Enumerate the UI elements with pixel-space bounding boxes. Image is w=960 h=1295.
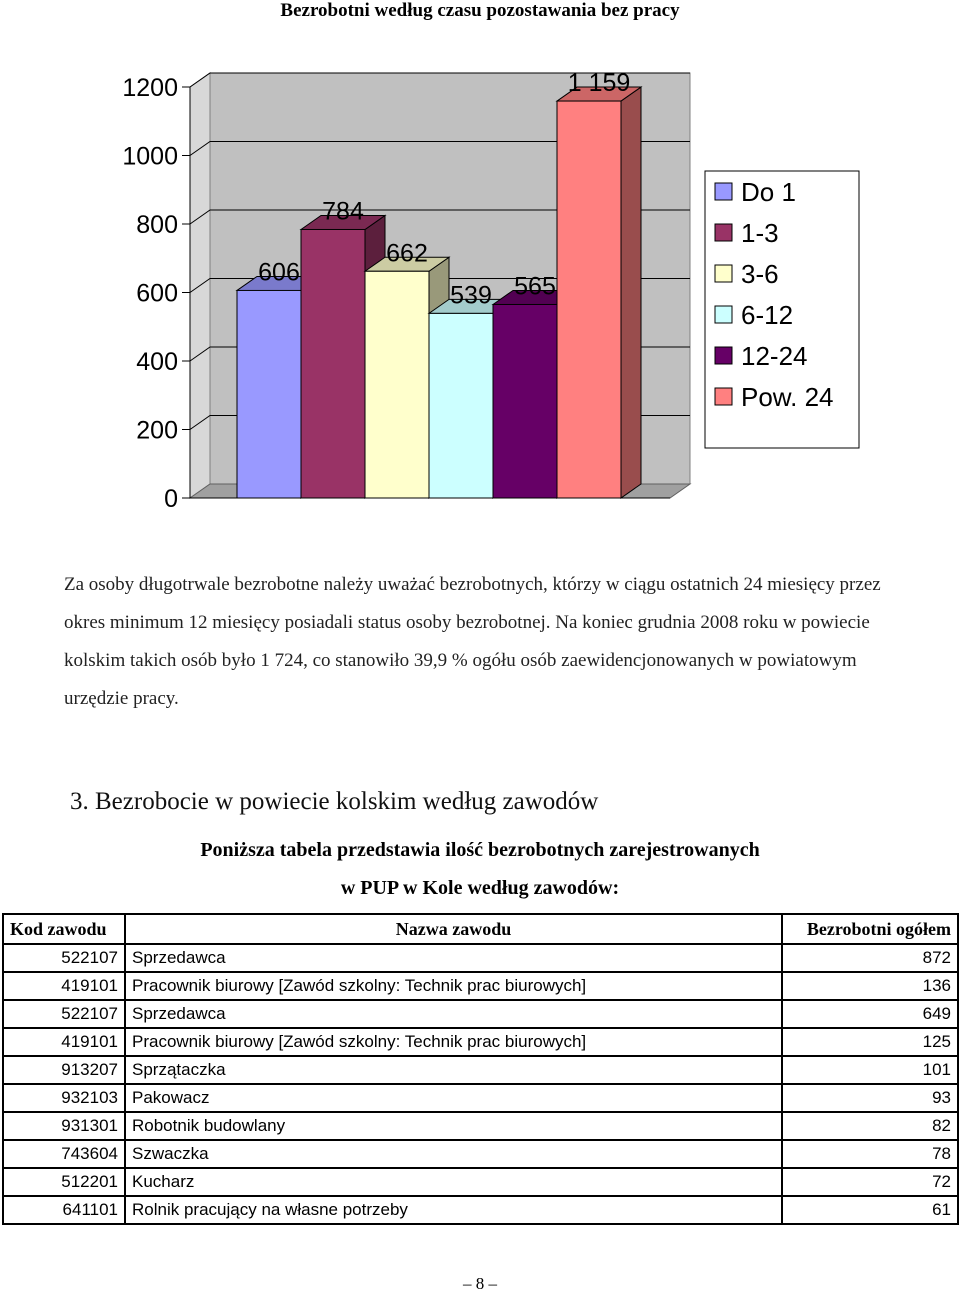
table-row xyxy=(3,1196,958,1224)
legend-label: 3-6 xyxy=(741,259,779,289)
unemployed-count: 136 xyxy=(782,972,958,1000)
occupation-code: 522107 xyxy=(3,944,125,972)
legend-swatch xyxy=(715,265,732,282)
occupation-name: Robotnik budowlany xyxy=(125,1112,782,1140)
y-tick-label: 1000 xyxy=(122,142,178,171)
unemployed-count: 649 xyxy=(782,1000,958,1028)
occupation-code: 913207 xyxy=(3,1056,125,1084)
y-tick-label: 600 xyxy=(136,279,178,308)
y-tick-label: 1200 xyxy=(122,74,178,102)
bar-front xyxy=(301,229,365,498)
legend-swatch xyxy=(715,183,732,200)
data-label: 539 xyxy=(450,281,492,310)
occupation-code: 641101 xyxy=(3,1196,125,1224)
y-tick-label: 0 xyxy=(164,485,178,513)
legend-swatch xyxy=(715,388,732,405)
legend-swatch xyxy=(715,306,732,323)
section-heading: 3. Bezrobocie w powiecie kolskim według zawodów xyxy=(70,788,599,815)
occupation-name: Sprzedawca xyxy=(125,944,782,972)
table-row xyxy=(3,1000,958,1028)
occupation-name: Sprzątaczka xyxy=(125,1056,782,1084)
occupation-name: Pracownik biurowy [Zawód szkolny: Technik prac biurowych] xyxy=(125,1028,782,1056)
legend-label: 6-12 xyxy=(741,300,794,330)
header-code: Kod zawodu xyxy=(3,914,125,944)
occupation-code: 512201 xyxy=(3,1168,125,1196)
bar-front xyxy=(493,304,557,498)
occupation-name: Szwaczka xyxy=(125,1140,782,1168)
bar-Pow. 24 xyxy=(557,87,641,498)
occupation-name: Rolnik pracujący na własne potrzeby xyxy=(125,1196,782,1224)
data-label: 606 xyxy=(258,258,300,287)
occupation-name: Pracownik biurowy [Zawód szkolny: Technik prac biurowych] xyxy=(125,972,782,1000)
occupation-code: 743604 xyxy=(3,1140,125,1168)
table-row xyxy=(3,972,958,1000)
legend-swatch xyxy=(715,347,732,364)
occupation-name: Kucharz xyxy=(125,1168,782,1196)
unemployed-count: 872 xyxy=(782,944,958,972)
occupation-code: 522107 xyxy=(3,1000,125,1028)
occupation-code: 419101 xyxy=(3,972,125,1000)
unemployed-count: 125 xyxy=(782,1028,958,1056)
chart-title: Bezrobotni według czasu pozostawania bez pracy xyxy=(280,0,680,21)
occupation-code: 932103 xyxy=(3,1084,125,1112)
occupation-code: 931301 xyxy=(3,1112,125,1140)
unemployed-count: 101 xyxy=(782,1056,958,1084)
bar-front xyxy=(557,101,621,498)
data-label: 662 xyxy=(386,239,428,268)
occupation-name: Sprzedawca xyxy=(125,1000,782,1028)
y-tick-label: 200 xyxy=(136,416,178,445)
bar-chart xyxy=(0,30,960,530)
table-row xyxy=(3,1140,958,1168)
header-total: Bezrobotni ogółem xyxy=(782,914,958,944)
data-label: 784 xyxy=(322,197,364,226)
table-row xyxy=(3,1028,958,1056)
occupation-code: 419101 xyxy=(3,1028,125,1056)
legend-label: 12-24 xyxy=(741,341,808,371)
table-row xyxy=(3,1056,958,1084)
unemployed-count: 61 xyxy=(782,1196,958,1224)
unemployed-count: 78 xyxy=(782,1140,958,1168)
y-tick-label: 400 xyxy=(136,348,178,376)
unemployed-count: 93 xyxy=(782,1084,958,1112)
y-tick-label: 800 xyxy=(136,211,178,239)
long-term-unemployment-paragraph: Za osoby długotrwale bezrobotne należy uważać bezrobotnych, którzy w ciągu ostatnich 24 miesięcy przez okres minimum 12 miesięcy posiadali status osoby bezrobotnej. Na koniec grudnia 2008 roku w powiecie kolskim takich osób było 1 724, co stanowiło 39,9 % ogółu osób zaewidencjonowanych w powiatowym urzędzie pracy. xyxy=(64,574,881,709)
table-header-row xyxy=(3,914,958,944)
page-number: – 8 – xyxy=(463,1274,497,1293)
legend-label: Do 1 xyxy=(741,177,796,207)
table-caption-line1: Poniższa tabela przedstawia ilość bezrobotnych zarejestrowanych xyxy=(200,839,760,861)
bar-front xyxy=(429,313,493,498)
table-row xyxy=(3,944,958,972)
table-row xyxy=(3,1112,958,1140)
bar-side xyxy=(621,87,641,498)
data-label: 1 159 xyxy=(567,69,631,98)
table-caption-line2: w PUP w Kole według zawodów: xyxy=(340,877,620,899)
unemployed-count: 72 xyxy=(782,1168,958,1196)
bar-front xyxy=(365,271,429,498)
table-row xyxy=(3,1168,958,1196)
legend-swatch xyxy=(715,224,732,241)
occupation-name: Pakowacz xyxy=(125,1084,782,1112)
occupation-table xyxy=(2,913,959,1225)
bar-front xyxy=(237,290,301,498)
legend-label: 1-3 xyxy=(741,218,779,248)
unemployed-count: 82 xyxy=(782,1112,958,1140)
table-row xyxy=(3,1084,958,1112)
header-occupation: Nazwa zawodu xyxy=(125,914,782,944)
data-label: 565 xyxy=(514,272,556,301)
legend-label: Pow. 24 xyxy=(741,382,834,412)
